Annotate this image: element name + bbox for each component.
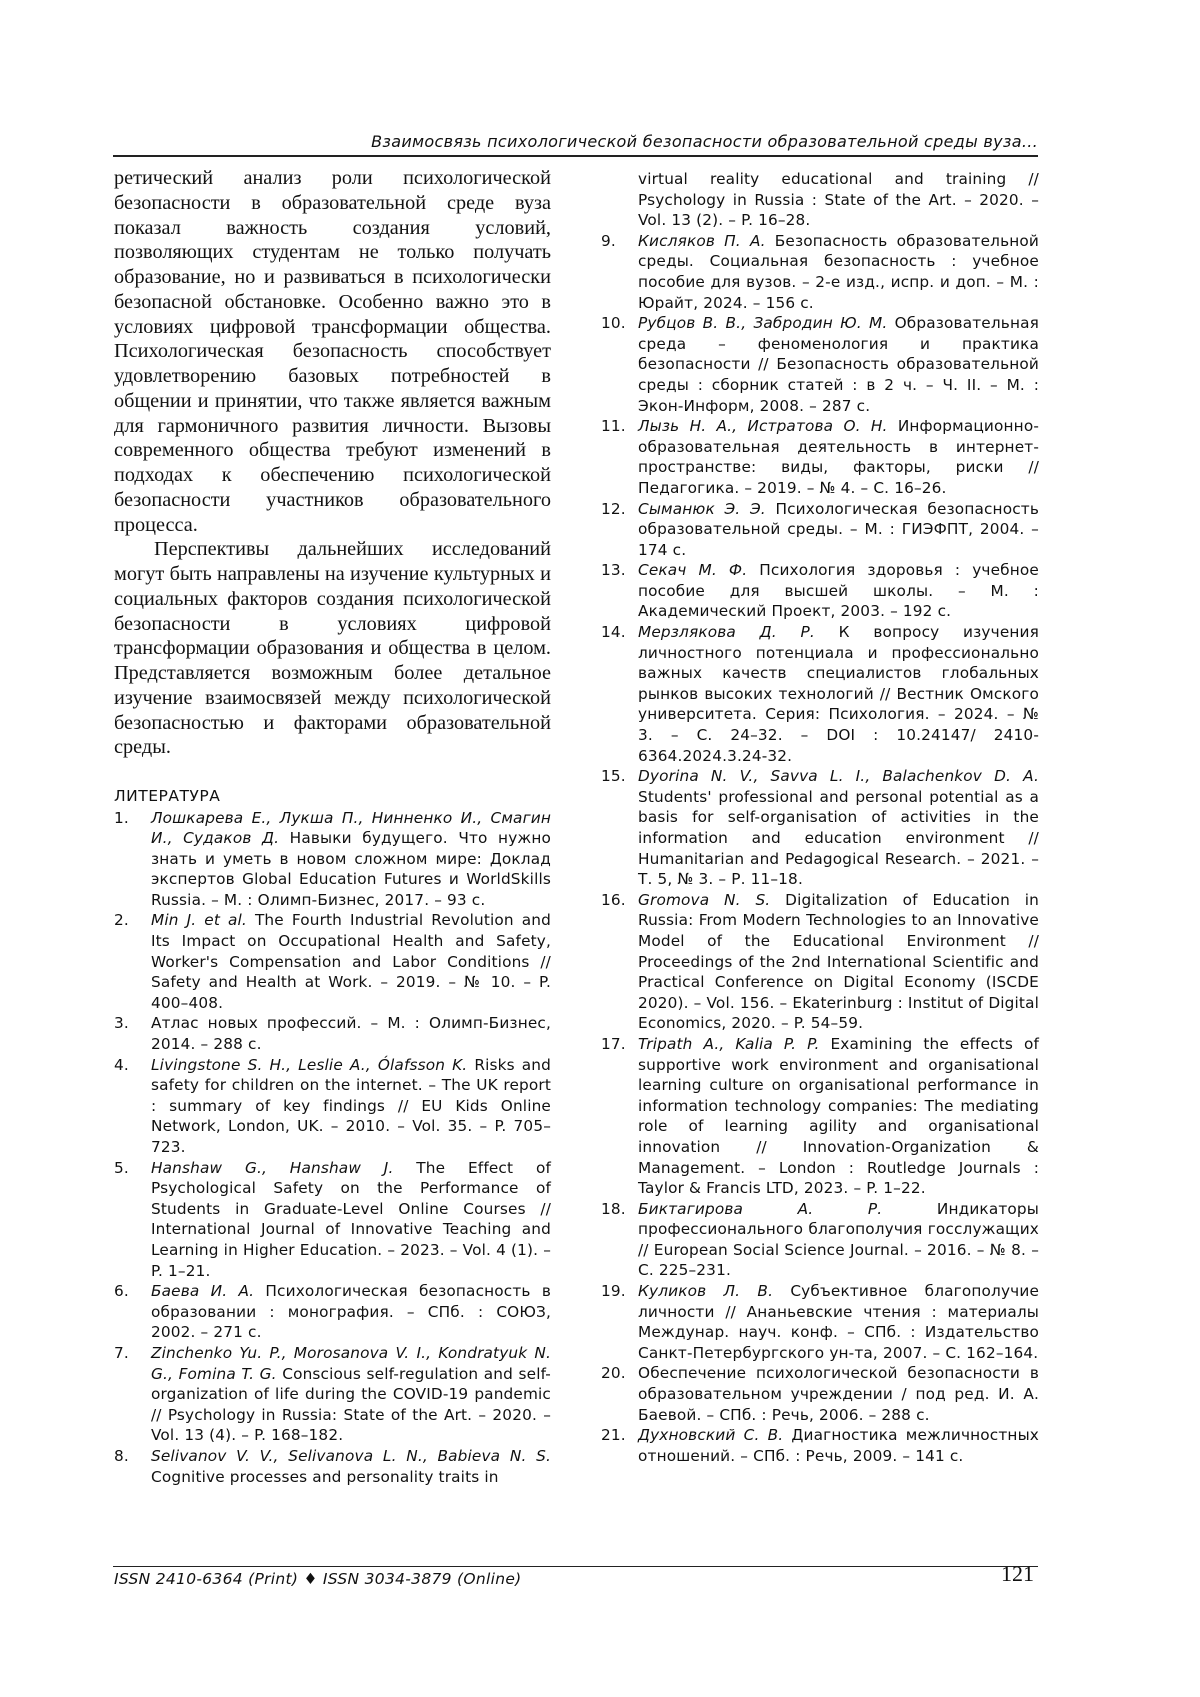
reference-number: 3. [114,1014,129,1033]
reference-number: 4. [114,1055,129,1074]
reference-item [114,1158,551,1282]
reference-text: Students' professional and personal potential as a basis for self-organisation of activities in the information and education environment // Humanitarian and Pedagogical Research. – 2021. – Т. 5, № 3. – Р. 11–18. [638,787,1039,889]
header-rule [113,155,1038,157]
reference-number: 8. [114,1446,129,1465]
reference-number: 6. [114,1282,129,1301]
literature-heading: ЛИТЕРАТУРА [114,787,221,805]
reference-number: 10. [601,314,626,333]
reference-number: 17. [601,1034,626,1053]
reference-authors: Selivanov V. V., Selivanova L. N., Babieva N. S. [151,1446,551,1465]
reference-number: 18. [601,1199,626,1218]
right-column [601,169,1039,1466]
left-column [114,166,551,1487]
reference-number: 7. [114,1343,129,1362]
reference-authors: Биктагирова А. Р. [638,1199,883,1218]
reference-item [114,1446,551,1487]
reference-text: Навыки будущего. Что нужно знать и уметь в новом сложном мире: Доклад экспертов Global Education Futures и WorldSkills Russia. – М. : Олимп-Бизнес, 2017. – 93 с. [151,829,551,909]
reference-text: Психологическая безопасность в образовании : монография. – СПб. : СОЮЗ, 2002. – 271 с. [151,1282,551,1342]
reference-item [601,766,1039,890]
reference-authors: Zinchenko Yu. P., Morosanova V. I., Kondratyuk N. G., Fomina T. G. [151,1343,551,1383]
reference-item [601,890,1039,1034]
reference-text: Digitalization of Education in Russia: From Modern Technologies to an Innovative Model of the Educational Environment // Proceedings of the 2nd International Scientific and Practical Conference on Digital Economy (ISCDE 2020). – Vol. 156. – Ekaterinburg : Institut of Digital Economics, 2020. – P. 54–59. [638,890,1040,1033]
reference-item [601,231,1039,313]
reference-authors: Рубцов В. В., Забродин Ю. М. [638,314,888,333]
reference-list [601,231,1039,1467]
reference-text: Examining the effects of supportive work environment and organisational learning culture on organisational performance in information technology companies: The mediating role of learning agility and organisational innovation // Innovation-Organization & Management. – London : Routledge Journals : Taylor & Francis LTD, 2023. – P. 1–22. [638,1034,1039,1198]
reference-item [601,416,1039,498]
reference-item [114,1013,551,1054]
reference-authors: Лызь Н. А., Истратова О. Н. [638,417,888,436]
reference-authors: Min J. et al. [151,911,247,930]
reference-authors: Livingstone S. H., Leslie A., Ólafsson K. [151,1055,468,1074]
reference-authors: Кисляков П. А. [638,231,766,250]
reference-authors: Лошкарева Е., Лукша П., Нинненко И., Смагин И., Судаков Д. [151,808,551,848]
reference-item [114,1055,551,1158]
reference-text: Обеспечение психологической безопасности в образовательном учреждении / под ред. И. А. Баевой. – СПб. : Речь, 2006. – 288 с. [638,1364,1039,1424]
reference-number: 12. [601,499,626,518]
reference-number: 2. [114,911,129,930]
reference-item [601,499,1039,561]
reference-text: Субъективное благополучие личности // Ананьевские чтения : материалы Междунар. науч. конф. – СПб. : Издательство Санкт-Петербургского ун-та, 2007. – С. 162–164. [638,1282,1040,1362]
reference-continuation: virtual reality educational and training // Psychology in Russia : State of the Art. – 2020. – Vol. 13 (2). – P. 16–28. [638,170,1039,230]
reference-authors: Tripath A., Kalia P. P. [638,1034,820,1053]
reference-item [601,560,1039,622]
reference-item [601,622,1039,766]
reference-text: Диагностика межличностных отношений. – СПб. : Речь, 2009. – 141 с. [638,1426,1040,1465]
reference-text: The Fourth Industrial Revolution and Its Impact on Occupational Health and Safety, Worker's Compensation and Labor Conditions // Safety and Health at Work. – 2019. – № 10. – P. 400–408. [151,911,552,1012]
reference-number: 21. [601,1426,626,1445]
footer-rule [113,1566,1038,1567]
reference-item [601,1034,1039,1199]
reference-number: 15. [601,767,626,786]
reference-text: Психология здоровья : учебное пособие для высшей школы. – М. : Академический Проект, 2003. – 192 с. [638,561,1039,621]
body-text [114,166,551,760]
reference-authors: Gromova N. S. [638,890,771,909]
reference-number: 9. [601,231,616,250]
reference-number: 5. [114,1158,129,1177]
reference-text: Информационно-образовательная деятельность в интернет-пространстве: виды, факторы, риски // Педагогика. – 2019. – № 4. – С. 16–26. [638,417,1040,497]
footer-issn: ISSN 2410-6364 (Print) ♦ ISSN 3034-3879 (Online) [114,1570,522,1588]
reference-text: Атлас новых профессий. – М. : Олимп-Бизнес, 2014. – 288 с. [151,1014,551,1054]
body-paragraph: ретический анализ роли психологической безопасности в образовательной среде вуза показал важность создания условий, позволяющих студентам не только получать образование, но и развиваться в психологически безопасной обстановке. Особенно важно это в условиях цифровой трансформации общества. Психологическая безопасность способствует удовлетворению базовых потребностей в общении и принятии, что также является важным для гармоничного развития личности. Вызовы современного общества требуют изменений в подходах к обеспечению психологической безопасности участников образовательного процесса. [114,167,551,536]
reference-text: Индикаторы профессионального благополучия госслужащих // European Social Science Journal. – 2016. – № 8. – С. 225–231. [638,1199,1040,1280]
reference-item [114,910,551,1013]
reference-item [114,808,551,911]
reference-text: К вопросу изучения личностного потенциала и профессионально важных качеств специалистов глобальных рынков высоких технологий // Вестник Омского университета. Серия: Психология. – 2024. – № 3. – С. 24–32. – DOI : 10.24147/ 2410-6364.2024.3.24-32. [638,623,1039,765]
reference-item [601,313,1039,416]
reference-authors: Баева И. А. [151,1282,255,1301]
reference-authors: Hanshaw G., Hanshaw J. [151,1158,394,1177]
reference-text: Risks and safety for children on the internet. – The UK report : summary of key findings // EU Kids Online Network, London, UK. – 2010. – Vol. 35. – P. 705–723. [151,1055,552,1156]
reference-number: 1. [114,808,129,827]
reference-number: 14. [601,623,626,642]
reference-text: Conscious self-regulation and self-organization of life during the COVID-19 pandemic // Psychology in Russia: State of the Art. – 2020. – Vol. 13 (4). – P. 168–182. [151,1364,551,1445]
page-number: 121 [1001,1561,1034,1586]
reference-number: 16. [601,890,626,909]
reference-authors: Мерзлякова Д. Р. [638,623,815,642]
running-head: Взаимосвязь психологической безопасности образовательной среды вуза... [371,132,1038,151]
reference-number: 19. [601,1282,626,1301]
reference-authors: Секач М. Ф. [638,561,748,580]
reference-item [601,1363,1039,1425]
reference-text: Безопасность образовательной среды. Социальная безопасность : учебное пособие для вузов. – 2-е изд., испр. и доп. – М. : Юрайт, 2024. – 156 с. [638,231,1039,312]
reference-list [114,808,551,1488]
reference-item [601,1425,1039,1466]
body-paragraph: Перспективы дальнейших исследований могут быть направлены на изучение культурных и социальных факторов создания психологической безопасности в условиях цифровой трансформации образования и общества в целом. Представляется возможным более детальное изучение взаимосвязей между психологической безопасностью и факторами образовательной среды. [114,538,551,759]
reference-authors: Сыманюк Э. Э. [638,499,766,518]
reference-item [114,1281,551,1343]
reference-authors: Куликов Л. В. [638,1282,774,1301]
reference-authors: Духновский С. В. [638,1426,784,1445]
reference-number: 20. [601,1364,626,1383]
reference-number: 11. [601,417,626,436]
reference-number: 13. [601,561,626,580]
reference-item [601,1281,1039,1363]
reference-item [601,1199,1039,1281]
reference-authors: Dyorina N. V., Savva L. I., Balachenkov D. A. [638,767,1039,786]
reference-text: Психологическая безопасность образовательной среды. – М. : ГИЭФПТ, 2004. – 174 с. [638,499,1039,559]
reference-text: Cognitive processes and personality traits in [151,1467,499,1486]
reference-item [114,1343,551,1446]
reference-text: The Effect of Psychological Safety on the Performance of Students in Graduate-Level Online Courses // International Journal of Innovative Teaching and Learning in Higher Education. – 2023. – Vol. 4 (1). – P. 1–21. [151,1158,551,1280]
reference-text: Образовательная среда – феноменология и практика безопасности // Безопасность образовательной среды : сборник статей : в 2 ч. – Ч. II. – М. : Экон-Информ, 2008. – 287 с. [638,314,1039,415]
